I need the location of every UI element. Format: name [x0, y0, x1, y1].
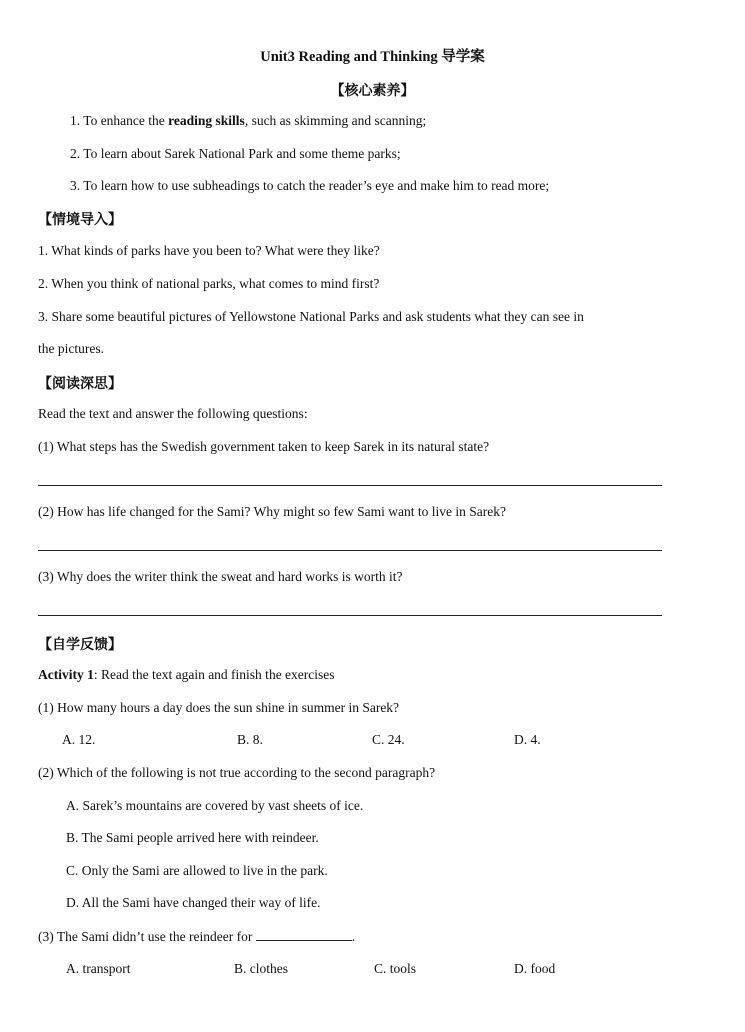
objective-bold-text: reading skills	[168, 113, 245, 128]
option-b[interactable]: B. 8.	[237, 732, 263, 747]
section-heading-feedback: 【自学反馈】	[38, 638, 122, 653]
activity-label: Activity 1	[38, 667, 94, 682]
activity-instruction	[38, 667, 335, 683]
fill-in-blank[interactable]	[256, 928, 352, 941]
option-a[interactable]: A. 12.	[62, 732, 96, 747]
option-a[interactable]: A. transport	[66, 961, 131, 976]
activity-text: : Read the text again and finish the exercises	[93, 667, 335, 682]
answer-line[interactable]	[38, 550, 662, 551]
answer-line[interactable]	[38, 485, 662, 486]
option-c[interactable]: C. 24.	[372, 732, 405, 747]
exercise-question	[38, 928, 355, 945]
reading-question: (1) What steps has the Swedish government taken to keep Sarek in its natural state?	[38, 439, 490, 454]
exercise-question: (2) Which of the following is not true according to the second paragraph?	[38, 765, 436, 780]
objective-number: 2.	[70, 146, 81, 161]
option-c[interactable]: C. Only the Sami are allowed to live in the park.	[66, 863, 328, 878]
page-title: Unit3 Reading and Thinking 导学案	[260, 49, 485, 65]
intro-question: 1. What kinds of parks have you been to? What were they like?	[38, 243, 380, 258]
question-text: (3) The Sami didn’t use the reindeer for	[38, 929, 256, 944]
option-b[interactable]: B. clothes	[234, 961, 288, 976]
objective-number: 3.	[70, 178, 81, 193]
option-c[interactable]: C. tools	[374, 961, 417, 976]
intro-question: 3. Share some beautiful pictures of Yellowstone National Parks and ask students what they can see in	[38, 309, 584, 324]
section-heading-intro: 【情境导入】	[38, 213, 122, 228]
option-d[interactable]: D. food	[514, 961, 556, 976]
section-heading-reading: 【阅读深思】	[38, 377, 122, 392]
objective-3	[70, 178, 549, 194]
intro-question: 2. When you think of national parks, what comes to mind first?	[38, 276, 380, 291]
objective-text: To learn about Sarek National Park and some theme parks;	[83, 146, 401, 161]
objective-text: , such as skimming and scanning;	[244, 113, 427, 128]
intro-question-continued: the pictures.	[38, 341, 104, 356]
answer-line[interactable]	[38, 615, 662, 616]
reading-instruction: Read the text and answer the following questions:	[38, 406, 308, 421]
option-d[interactable]: D. 4.	[514, 732, 541, 747]
reading-question: (3) Why does the writer think the sweat and hard works is worth it?	[38, 569, 403, 584]
option-d[interactable]: D. All the Sami have changed their way of life.	[66, 895, 321, 910]
section-heading-core: 【核心素养】	[330, 84, 415, 99]
objective-1	[70, 113, 426, 129]
objective-2	[70, 146, 401, 162]
objective-number: 1.	[70, 113, 81, 128]
objective-text: To learn how to use subheadings to catch the reader’s eye and make him to read more;	[83, 178, 550, 193]
option-a[interactable]: A. Sarek’s mountains are covered by vast sheets of ice.	[66, 798, 364, 813]
option-b[interactable]: B. The Sami people arrived here with reindeer.	[66, 830, 319, 845]
exercise-question: (1) How many hours a day does the sun shine in summer in Sarek?	[38, 700, 400, 715]
question-text: .	[351, 929, 356, 944]
reading-question: (2) How has life changed for the Sami? Why might so few Sami want to live in Sarek?	[38, 504, 507, 519]
objective-text: To enhance the	[83, 113, 169, 128]
